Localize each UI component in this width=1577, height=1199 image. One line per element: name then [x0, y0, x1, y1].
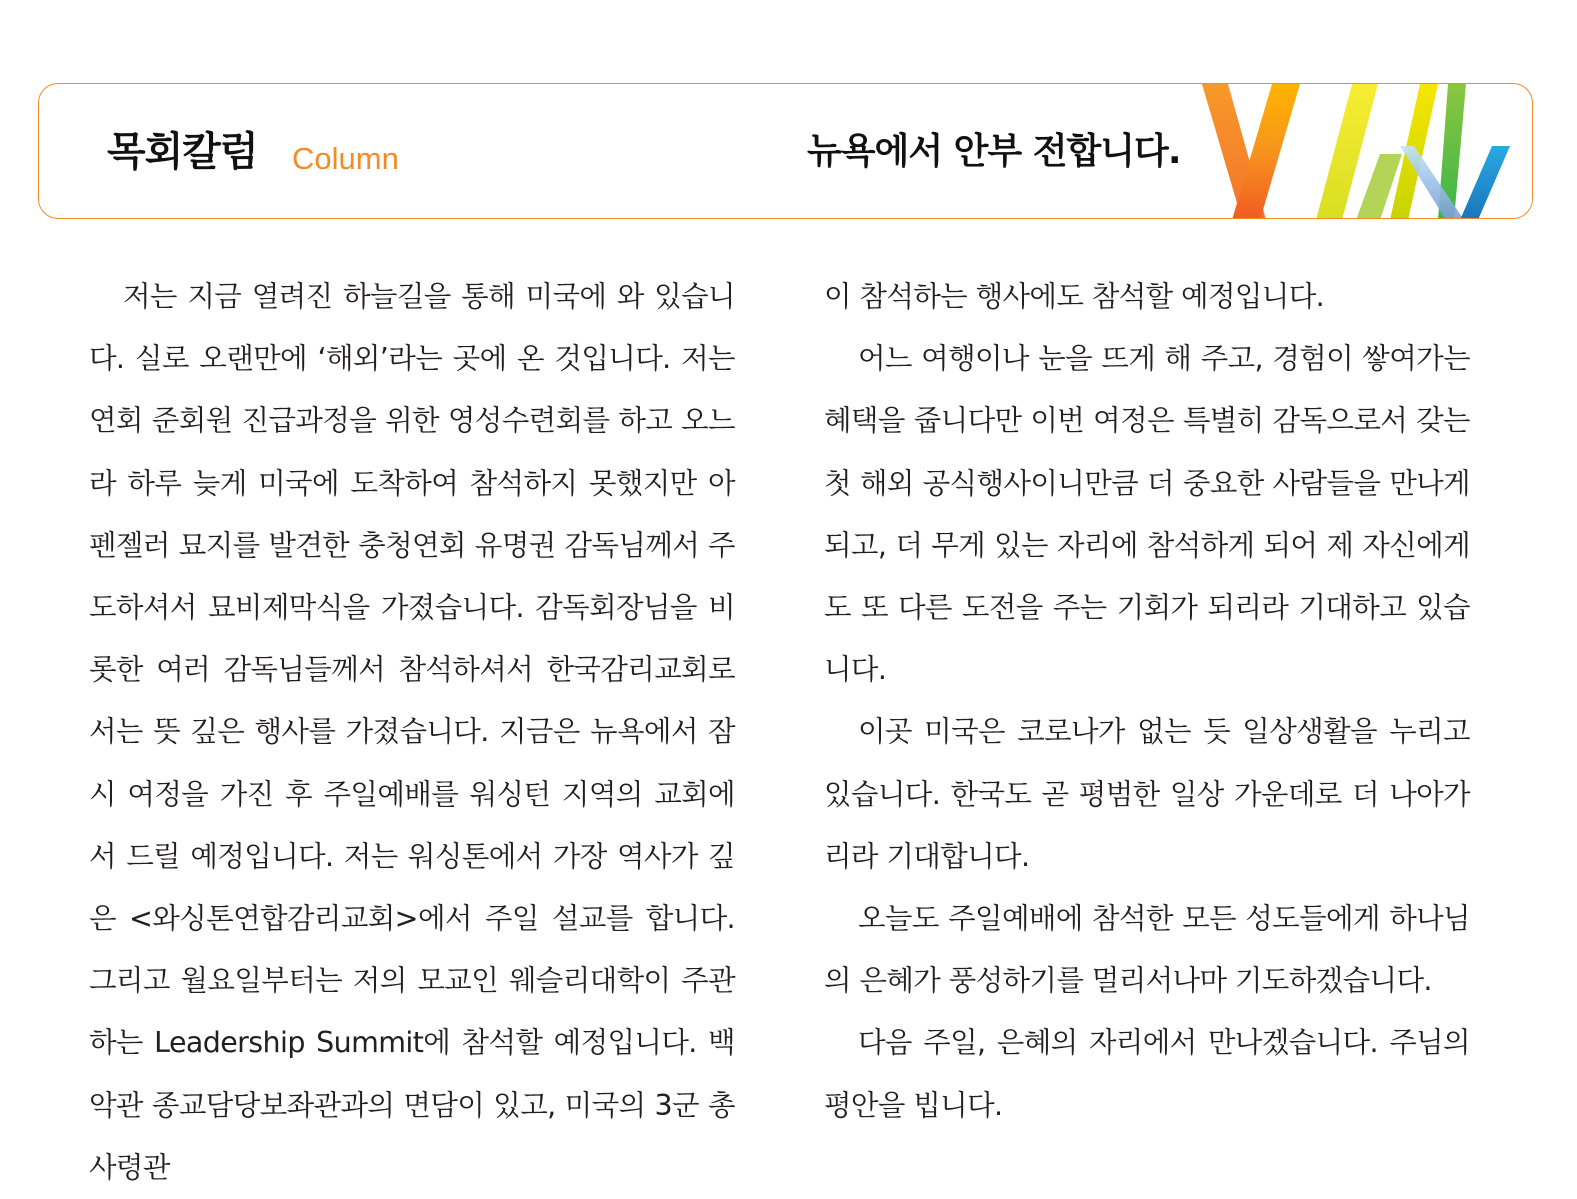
- paragraph: 이곳 미국은 코로나가 없는 듯 일상생활을 누리고 있습니다. 한국도 곧 평범한 일상 가운데로 더 나아가리라 기대합니다.: [824, 715, 1470, 873]
- paragraph: 이 참석하는 행사에도 참석할 예정입니다.: [824, 280, 1325, 313]
- article-body-right-column: [824, 266, 1470, 1137]
- paragraph: 다음 주일, 은혜의 자리에서 만나겠습니다. 주님의 평안을 빕니다.: [824, 1026, 1470, 1122]
- paragraph: 오늘도 주일예배에 참석한 모든 성도들에게 하나님의 은혜가 풍성하기를 멀리서나마 기도하겠습니다.: [824, 902, 1470, 998]
- section-title: 목회칼럼: [107, 129, 258, 175]
- column-header-banner: [38, 83, 1533, 219]
- section-subtitle: Column: [292, 141, 399, 176]
- decorative-stripes-graphic: [1202, 84, 1532, 219]
- paragraph: 저는 지금 열려진 하늘길을 통해 미국에 와 있습니다. 실로 오랜만에 ‘해외’라는 곳에 온 것입니다. 저는 연회 준회원 진급과정을 위한 영성수련회를 하고 오느라 하루 늦게 미국에 도착하여 참석하지 못했지만 아펜젤러 묘지를 발견한 충청연회 유명권 감독님께서 주도하셔서 묘비제막식을 가졌습니다. 감독회장님을 비롯한 여러 감독님들께서 참석하셔서 한국감리교회로서는 뜻 깊은 행사를 가졌습니다. 지금은 뉴욕에서 잠시 여정을 가진 후 주일예배를 워싱턴 지역의 교회에서 드릴 예정입니다. 저는 워싱톤에서 가장 역사가 깊은 <와싱톤연합감리교회>에서 주일 설교를 합니다. 그리고 월요일부터는 저의 모교인 웨슬리대학이 주관하는 Leadership Summit에 참석할 예정입니다. 백악관 종교담당보좌관과의 면담이 있고, 미국의 3군 총사령관: [89, 280, 735, 1184]
- article-body-left-column: [89, 266, 735, 1199]
- article-title: 뉴욕에서 안부 전합니다.: [807, 131, 1181, 172]
- paragraph: 어느 여행이나 눈을 뜨게 해 주고, 경험이 쌓여가는 혜택을 줍니다만 이번 여정은 특별히 감독으로서 갖는 첫 해외 공식행사이니만큼 더 중요한 사람들을 만나게 되고, 더 무게 있는 자리에 참석하게 되어 제 자신에게도 또 다른 도전을 주는 기회가 되리라 기대하고 있습니다.: [824, 342, 1470, 687]
